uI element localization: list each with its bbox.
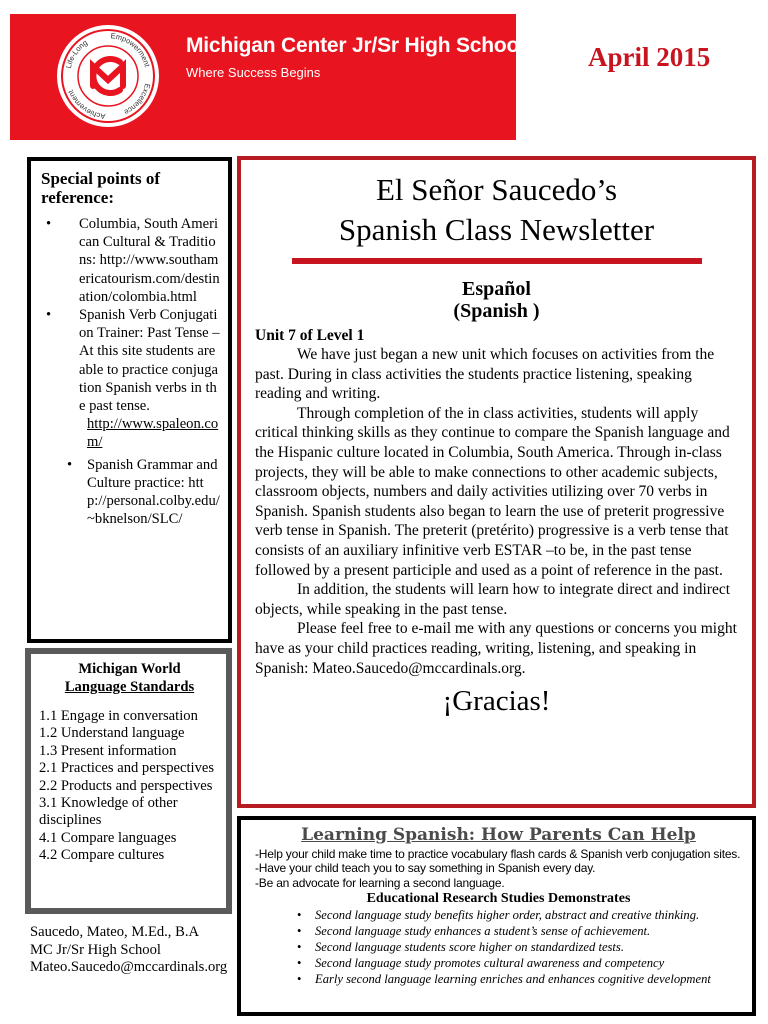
article-paragraph: Please feel free to e-mail me with any questions or concerns you might have as your child practices reading, writing, listening, and speaking in Spanish: Mateo.Saucedo@mccardinals.org. xyxy=(255,620,737,677)
research-list xyxy=(255,907,742,987)
standard-item: 1.2 Understand language xyxy=(39,725,185,742)
newsletter-article xyxy=(237,156,756,808)
tip-item: -Help your child make time to practice vocabulary flash cards & Spanish verb conjugation sites. xyxy=(255,847,741,861)
parents-help-box xyxy=(237,816,756,1016)
tip-item: -Be an advocate for learning a second language. xyxy=(255,875,505,890)
closing-gracias: ¡Gracias! xyxy=(442,685,551,718)
title-divider xyxy=(292,258,702,264)
reference-item: • Columbia, South American Cultural & Traditions: http://www.southamericatourism.com/destination/colombia.html xyxy=(41,215,222,306)
issue-date: April 2015 xyxy=(588,42,711,72)
research-item: • Second language students score higher on standardized tests. xyxy=(255,939,742,955)
reference-title: Special points of reference: xyxy=(41,169,161,207)
research-item: • Second language study promotes cultural awareness and competency xyxy=(255,955,742,971)
school-name: Michigan Center Jr/Sr High School xyxy=(186,34,525,57)
standard-item: 4.2 Compare cultures xyxy=(39,847,165,864)
reference-item: • Spanish Verb Conjugation Trainer: Past Tense – At this site students are able to practice conjugation Spanish verbs in the past tense. xyxy=(41,306,222,415)
reference-sublist xyxy=(41,456,222,529)
standard-item: 4.1 Compare languages xyxy=(39,829,177,846)
reference-list xyxy=(41,215,222,415)
article-paragraph: In addition, the students will learn how to integrate direct and indirect objects, while speaking in the past tense. xyxy=(255,581,731,618)
article-subtitle: Español (Spanish ) xyxy=(453,278,540,322)
standards-box xyxy=(25,648,232,914)
parents-title: Learning Spanish: How Parents Can Help xyxy=(301,825,696,845)
reference-sidebar xyxy=(27,157,232,643)
author-email[interactable]: Mateo.Saucedo@mccardinals.org xyxy=(30,959,228,976)
parent-tips xyxy=(255,847,742,890)
author-name: Saucedo, Mateo, M.Ed., B.A xyxy=(30,924,200,940)
standard-item: 2.2 Products and perspectives xyxy=(39,777,213,794)
header-banner xyxy=(10,14,525,140)
author-block xyxy=(30,924,227,977)
standard-item: 3.1 Knowledge of other disciplines xyxy=(39,795,178,829)
research-title: Educational Research Studies Demonstrates xyxy=(366,891,631,907)
standard-item: 1.1 Engage in conversation xyxy=(39,708,198,724)
spaleon-link[interactable]: http://www.spaleon.com/ xyxy=(87,416,219,451)
article-paragraph: We have just began a new unit which focuses on activities from the past. During in class activities the students practice listening, speaking reading and writing. xyxy=(255,346,715,403)
research-item: • Second language study benefits higher order, abstract and creative thinking. xyxy=(255,907,742,923)
seal-text-4: Achievement xyxy=(66,88,106,121)
newsletter-title: El Señor Saucedo’s Spanish Class Newsletter xyxy=(338,172,655,247)
tip-item: -Have your child teach you to say something in Spanish every day. xyxy=(255,861,596,876)
school-tagline: Where Success Begins xyxy=(186,65,321,80)
research-item: • Early second language learning enriches and enhances cognitive development xyxy=(255,971,742,987)
research-item: • Second language study enhances a student’s sense of achievement. xyxy=(255,923,742,939)
author-school: MC Jr/Sr High School xyxy=(30,941,161,958)
seal-text-2: Empowerment xyxy=(110,31,152,68)
school-seal-logo xyxy=(56,24,160,128)
unit-heading: Unit 7 of Level 1 xyxy=(255,327,365,344)
standards-title: Michigan World Language Standards xyxy=(64,661,195,695)
standards-list xyxy=(39,708,220,865)
article-paragraph: Through completion of the in class activities, students will apply critical thinking skills as they continue to compare the Spanish language and the Hispanic culture located in Columbia, South America. Through in-class projects, they will be able to make connections to other academic subjects, classroom objects, numbers and daily activities utilizing over 70 verbs in Spanish. Spanish students also began to learn the use of preterit progressive verb tense in Spanish. The preterit (pretérito) progressive is a verb tense that consists of an auxiliary infinitive verb ESTAR –to be, in the past tense followed by a present participle and used as a point of reference in the past. xyxy=(255,404,730,579)
seal-text-1: Life-Long xyxy=(63,37,90,70)
reference-item: • Spanish Grammar and Culture practice: http://personal.colby.edu/~bknelson/SLC/ xyxy=(41,456,222,529)
standard-item: 2.1 Practices and perspectives xyxy=(39,760,215,777)
seal-text-3: Excellence xyxy=(122,82,153,117)
standard-item: 1.3 Present information xyxy=(39,742,177,759)
